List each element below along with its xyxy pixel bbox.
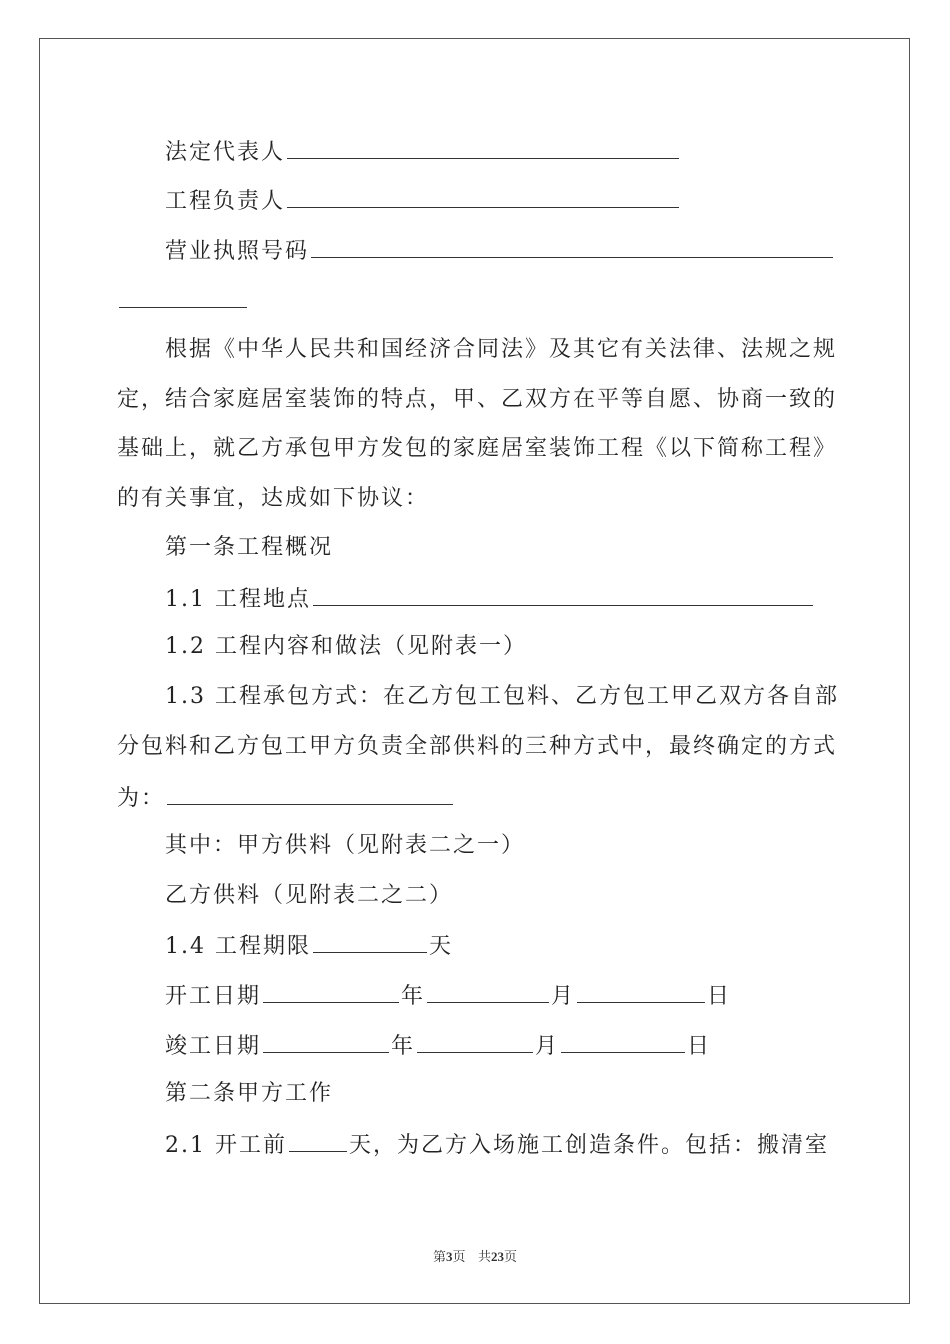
contract-method-blank[interactable] [167, 782, 453, 805]
item-2-1-label: 2.1 开工前 [165, 1133, 287, 1158]
start-year-unit: 年 [401, 984, 426, 1009]
start-year-blank[interactable] [263, 980, 399, 1003]
contract-method-label: 为： [117, 786, 166, 811]
item-1-2: 1.2 工程内容和做法（见附表一） [165, 634, 527, 659]
start-date-label: 开工日期 [165, 984, 262, 1009]
preamble-line-2: 定，结合家庭居室装饰的特点，甲、乙双方在平等自愿、协商一致的 [117, 387, 838, 412]
end-month-blank[interactable] [417, 1030, 533, 1053]
preamble-line-1: 根据《中华人民共和国经济合同法》及其它有关法律、法规之规 [165, 337, 838, 362]
license-blank-continued-line [117, 285, 249, 315]
license-label: 营业执照号码 [165, 239, 310, 264]
footer-page-suffix: 页 [452, 1250, 466, 1265]
item-1-4-line [165, 930, 453, 960]
duration-blank[interactable] [313, 930, 427, 953]
project-location-blank[interactable] [313, 583, 813, 606]
footer-total-suffix: 页 [503, 1250, 517, 1265]
page-border [39, 38, 910, 1304]
item-1-1-label: 1.1 工程地点 [165, 587, 311, 612]
project-manager-label: 工程负责人 [165, 189, 286, 214]
article-2-title: 第二条甲方工作 [165, 1081, 334, 1106]
article-1-title: 第一条工程概况 [165, 535, 334, 560]
party-a-supply: 其中：甲方供料（见附表二之一） [165, 833, 526, 858]
end-day-blank[interactable] [561, 1030, 685, 1053]
start-date-line [165, 980, 731, 1010]
legal-rep-label: 法定代表人 [165, 140, 286, 165]
start-day-blank[interactable] [577, 980, 705, 1003]
item-1-3-line-3 [117, 782, 455, 812]
end-year-blank[interactable] [263, 1030, 389, 1053]
day-unit: 天 [428, 934, 453, 959]
start-day-unit: 日 [707, 984, 732, 1009]
legal-rep-line [165, 136, 681, 166]
end-month-unit: 月 [535, 1034, 560, 1059]
start-month-unit: 月 [551, 984, 576, 1009]
start-month-blank[interactable] [427, 980, 549, 1003]
party-b-supply: 乙方供料（见附表二之二） [165, 883, 454, 908]
item-1-3-line-2: 分包料和乙方包工甲方负责全部供料的三种方式中，最终确定的方式 [117, 734, 838, 759]
preamble-line-4: 的有关事宜，达成如下协议： [117, 486, 430, 511]
item-1-1-line [165, 583, 815, 613]
legal-rep-blank[interactable] [287, 136, 679, 159]
project-manager-line [165, 185, 681, 215]
footer-page-prefix: 第 [433, 1250, 447, 1265]
end-date-label: 竣工日期 [165, 1034, 262, 1059]
item-2-1-line [165, 1129, 829, 1159]
footer-total-pages: 23 [490, 1249, 504, 1264]
page-footer [0, 1246, 950, 1265]
license-line [165, 235, 835, 265]
license-blank[interactable] [311, 235, 833, 258]
end-day-unit: 日 [687, 1034, 712, 1059]
item-2-1-text: 天，为乙方入场施工创造条件。包括：搬清室 [348, 1133, 829, 1158]
project-manager-blank[interactable] [287, 185, 679, 208]
preamble-line-3: 基础上，就乙方承包甲方发包的家庭居室装饰工程《以下简称工程》 [117, 436, 838, 461]
item-1-3-line-1: 1.3 工程承包方式：在乙方包工包料、乙方包工甲乙双方各自部 [165, 684, 839, 709]
footer-total-prefix: 共 [477, 1250, 491, 1265]
days-before-blank[interactable] [289, 1129, 347, 1152]
footer-page-number: 3 [446, 1249, 453, 1264]
item-1-4-label: 1.4 工程期限 [165, 934, 311, 959]
end-year-unit: 年 [391, 1034, 416, 1059]
license-blank-continued[interactable] [119, 285, 247, 308]
end-date-line [165, 1030, 711, 1060]
